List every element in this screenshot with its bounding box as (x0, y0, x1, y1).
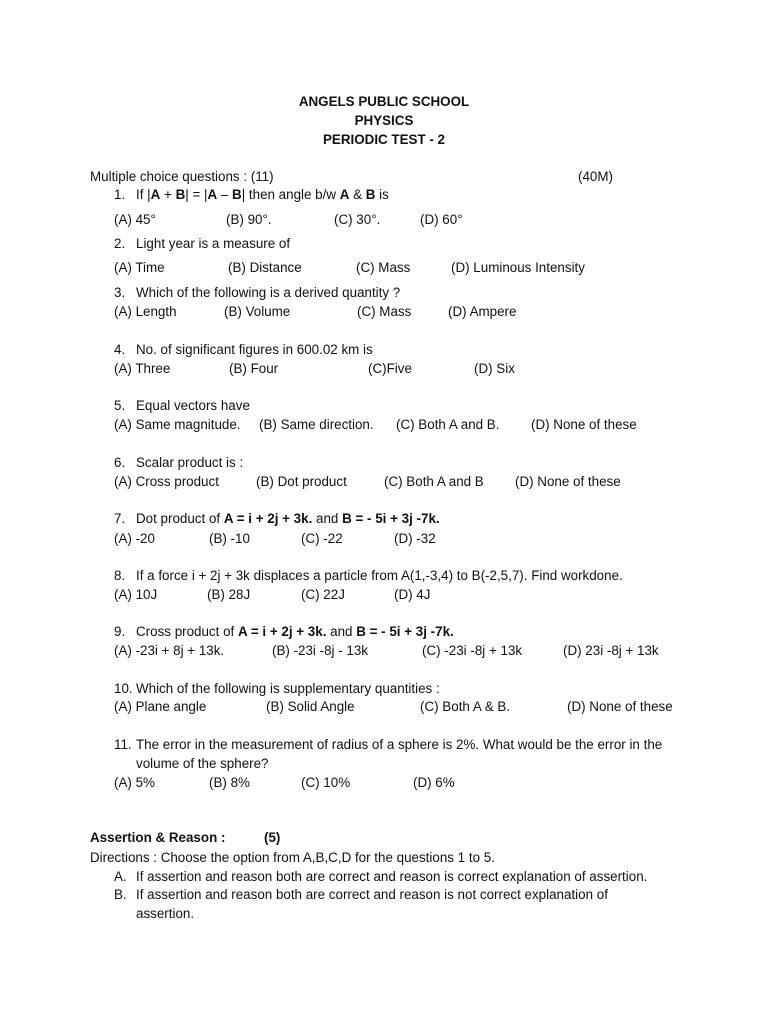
question-5-text: Equal vectors have (136, 398, 250, 413)
question-9-text: Cross product of A = i + 2j + 3k. and B = - 5i + 3j -7k. (136, 624, 454, 639)
assertion-option-a-label: A. (114, 869, 127, 884)
question-4-option-a: (A) Three (114, 361, 171, 376)
question-4-text: No. of significant figures in 600.02 km is (136, 342, 373, 357)
question-11-text-continued: volume of the sphere? (136, 756, 269, 771)
question-10-option-b: (B) Solid Angle (266, 699, 355, 714)
question-3-option-c: (C) Mass (357, 304, 412, 319)
question-11-option-b: (B) 8% (209, 775, 250, 790)
question-9-option-b: (B) -23i -8j - 13k (272, 643, 368, 658)
question-7-number: 7. (114, 511, 126, 526)
assertion-option-b-text-continued: assertion. (136, 906, 195, 921)
question-3-option-a: (A) Length (114, 304, 177, 319)
question-4-number: 4. (114, 342, 126, 357)
question-6-option-d: (D) None of these (515, 474, 621, 489)
question-5-option-c: (C) Both A and B. (396, 417, 500, 432)
question-10-option-d: (D) None of these (567, 699, 673, 714)
school-name: ANGELS PUBLIC SCHOOL (298, 94, 470, 109)
question-11-option-d: (D) 6% (413, 775, 455, 790)
question-7-option-d: (D) -32 (394, 531, 436, 546)
question-4-option-d: (D) Six (474, 361, 515, 376)
question-2-option-b: (B) Distance (228, 260, 302, 275)
question-3-option-d: (D) Ampere (448, 304, 517, 319)
question-1-text: If |A + B| = |A – B| then angle b/w A & B is (136, 187, 389, 202)
question-9-number: 9. (114, 624, 126, 639)
question-2-number: 2. (114, 236, 126, 251)
assertion-heading: Assertion & Reason : (90, 830, 226, 845)
question-1-option-c: (C) 30°. (334, 212, 381, 227)
question-8-option-d: (D) 4J (394, 587, 431, 602)
question-8-option-b: (B) 28J (207, 587, 251, 602)
question-1-number: 1. (114, 187, 126, 202)
assertion-option-a-text: If assertion and reason both are correct and reason is correct explanation of assertion. (136, 869, 648, 884)
question-2-text: Light year is a measure of (136, 236, 291, 251)
assertion-option-b-text: If assertion and reason both are correct and reason is not correct explanation of (136, 887, 608, 902)
question-5-option-a: (A) Same magnitude. (114, 417, 241, 432)
test-title: PERIODIC TEST - 2 (322, 132, 446, 147)
subject-title: PHYSICS (354, 113, 414, 128)
question-11-number: 11. (114, 737, 132, 752)
question-11-text: The error in the measurement of radius of a sphere is 2%. What would be the error in the (136, 737, 663, 752)
assertion-option-b-label: B. (114, 887, 127, 902)
question-11-option-c: (C) 10% (301, 775, 351, 790)
question-8-number: 8. (114, 568, 126, 583)
question-8-option-c: (C) 22J (301, 587, 345, 602)
question-8-option-a: (A) 10J (114, 587, 158, 602)
question-1-option-a: (A) 45° (114, 212, 156, 227)
question-7-option-b: (B) -10 (209, 531, 250, 546)
question-1-option-b: (B) 90°. (226, 212, 272, 227)
question-4-option-c: (C)Five (368, 361, 412, 376)
question-6-option-b: (B) Dot product (256, 474, 347, 489)
question-10-option-c: (C) Both A & B. (420, 699, 511, 714)
question-6-text: Scalar product is : (136, 455, 244, 470)
assertion-marks: (5) (264, 830, 281, 845)
question-6-option-a: (A) Cross product (114, 474, 219, 489)
question-1-option-d: (D) 60° (420, 212, 463, 227)
question-7-option-c: (C) -22 (301, 531, 343, 546)
question-7-text: Dot product of A = i + 2j + 3k. and B = - 5i + 3j -7k. (136, 511, 440, 526)
question-3-option-b: (B) Volume (224, 304, 291, 319)
question-2-option-c: (C) Mass (356, 260, 411, 275)
question-8-text: If a force i + 2j + 3k displaces a particle from A(1,-3,4) to B(-2,5,7). Find workdone. (136, 568, 623, 583)
question-11-option-a: (A) 5% (114, 775, 155, 790)
question-10-number: 10. (114, 681, 133, 696)
question-3-number: 3. (114, 285, 126, 300)
question-4-option-b: (B) Four (229, 361, 279, 376)
question-5-option-d: (D) None of these (531, 417, 637, 432)
question-7-option-a: (A) -20 (114, 531, 155, 546)
mcq-heading: Multiple choice questions : (11) (90, 169, 274, 184)
question-9-option-c: (C) -23i -8j + 13k (422, 643, 523, 658)
assertion-directions: Directions : Choose the option from A,B,C,D for the questions 1 to 5. (90, 850, 495, 865)
question-10-text: Which of the following is supplementary quantities : (136, 681, 440, 696)
question-6-option-c: (C) Both A and B (384, 474, 484, 489)
question-3-text: Which of the following is a derived quantity ? (136, 285, 401, 300)
question-9-option-a: (A) -23i + 8j + 13k. (114, 643, 225, 658)
question-10-option-a: (A) Plane angle (114, 699, 207, 714)
question-5-number: 5. (114, 398, 126, 413)
question-9-option-d: (D) 23i -8j + 13k (563, 643, 659, 658)
question-5-option-b: (B) Same direction. (259, 417, 374, 432)
question-2-option-a: (A) Time (114, 260, 165, 275)
mcq-marks: (40M) (578, 169, 613, 184)
question-2-option-d: (D) Luminous Intensity (451, 260, 585, 275)
question-6-number: 6. (114, 455, 126, 470)
